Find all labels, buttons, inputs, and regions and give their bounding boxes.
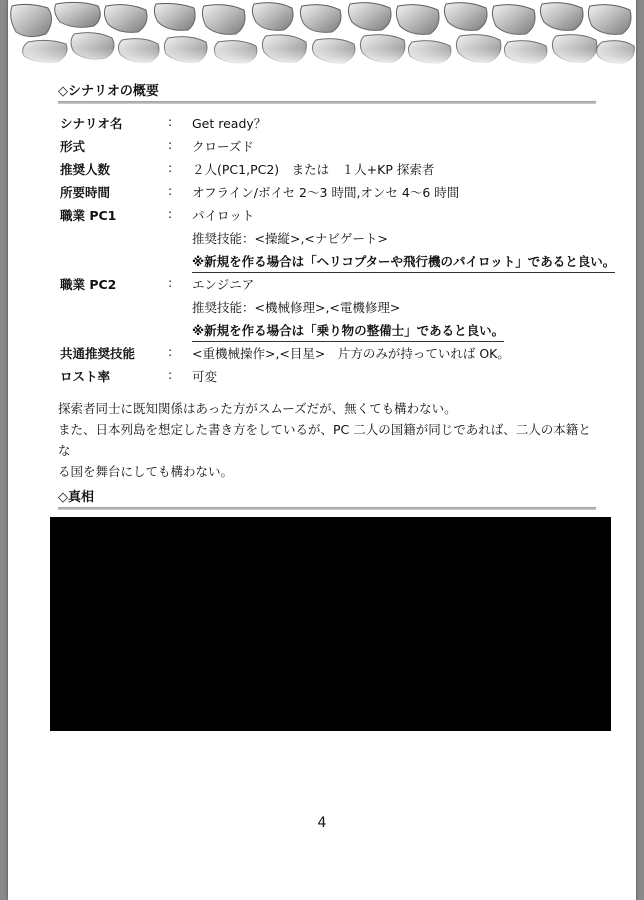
section-divider (58, 507, 596, 510)
info-label: 所要時間 (60, 185, 111, 200)
info-row-play-time (60, 179, 600, 202)
body-paragraph (58, 398, 598, 482)
info-row-player-count (60, 156, 600, 179)
pc2-note-text: ※新規を作る場合は「乗り物の整備士」であると良い。 (192, 321, 504, 342)
scenario-info-table (60, 110, 616, 386)
paragraph-line: る国を舞台にしても構わない。 (58, 464, 234, 479)
info-value: ２人(PC1,PC2) または １人+KP 探索者 (192, 162, 435, 177)
pc2-recommended-skills (60, 294, 600, 317)
info-label: シナリオ名 (60, 116, 123, 131)
pc1-note-text: ※新規を作る場合は「ヘリコプターや飛行機のパイロット」であると良い。 (192, 252, 615, 273)
info-value: エンジニア (192, 277, 255, 292)
stone-pattern-banner (8, 0, 636, 64)
page-number: 4 (317, 815, 327, 831)
info-separator: : (168, 183, 173, 198)
pc1-skills-text: 推奨技能：<操縦>,<ナビゲート> (192, 231, 388, 246)
info-row-scenario-name (60, 110, 600, 133)
info-row-pc1-occupation (60, 202, 600, 225)
info-separator: : (168, 137, 173, 152)
pc1-note (60, 248, 616, 271)
paragraph-line: また、日本列島を想定した書き方をしているが、PC 二人の国籍が同じであれば、二人の本籍とな (58, 422, 591, 458)
info-row-pc2-occupation (60, 271, 600, 294)
redacted-block (50, 517, 611, 731)
info-label: ロスト率 (60, 369, 111, 384)
info-separator: : (168, 160, 173, 175)
section-heading-overview: ◇シナリオの概要 (58, 84, 159, 99)
info-label: 職業 PC2 (60, 277, 117, 292)
info-value: オフライン/ボイセ 2〜3 時間,オンセ 4〜6 時間 (192, 185, 460, 200)
document-page (8, 0, 636, 900)
info-value: クローズド (192, 139, 254, 154)
pc2-note (60, 317, 600, 340)
info-row-common-skills (60, 340, 600, 363)
info-label: 職業 PC1 (60, 208, 117, 223)
info-value: パイロット (192, 208, 255, 223)
info-value: Get ready？ (192, 116, 267, 131)
info-row-format (60, 133, 600, 156)
info-label: 共通推奨技能 (60, 346, 136, 361)
info-separator: : (168, 275, 173, 290)
info-separator: : (168, 367, 173, 382)
info-separator: : (168, 344, 173, 359)
info-label: 形式 (60, 139, 86, 154)
stone-pattern-graphic (8, 0, 636, 64)
pc2-skills-text: 推奨技能：<機械修理>,<電機修理> (192, 300, 401, 315)
section-heading-truth: ◇真相 (58, 490, 94, 505)
info-separator: : (168, 114, 173, 129)
info-row-lost-rate (60, 363, 600, 386)
info-value: <重機械操作>,<目星> 片方のみが持っていれば OK。 (192, 346, 510, 361)
section-divider (58, 101, 596, 104)
info-value: 可変 (192, 369, 218, 384)
paragraph-line: 探索者同士に既知関係はあった方がスムーズだが、無くても構わない。 (58, 401, 457, 416)
info-separator: : (168, 206, 173, 221)
info-label: 推奨人数 (60, 162, 111, 177)
pc1-recommended-skills (60, 225, 600, 248)
